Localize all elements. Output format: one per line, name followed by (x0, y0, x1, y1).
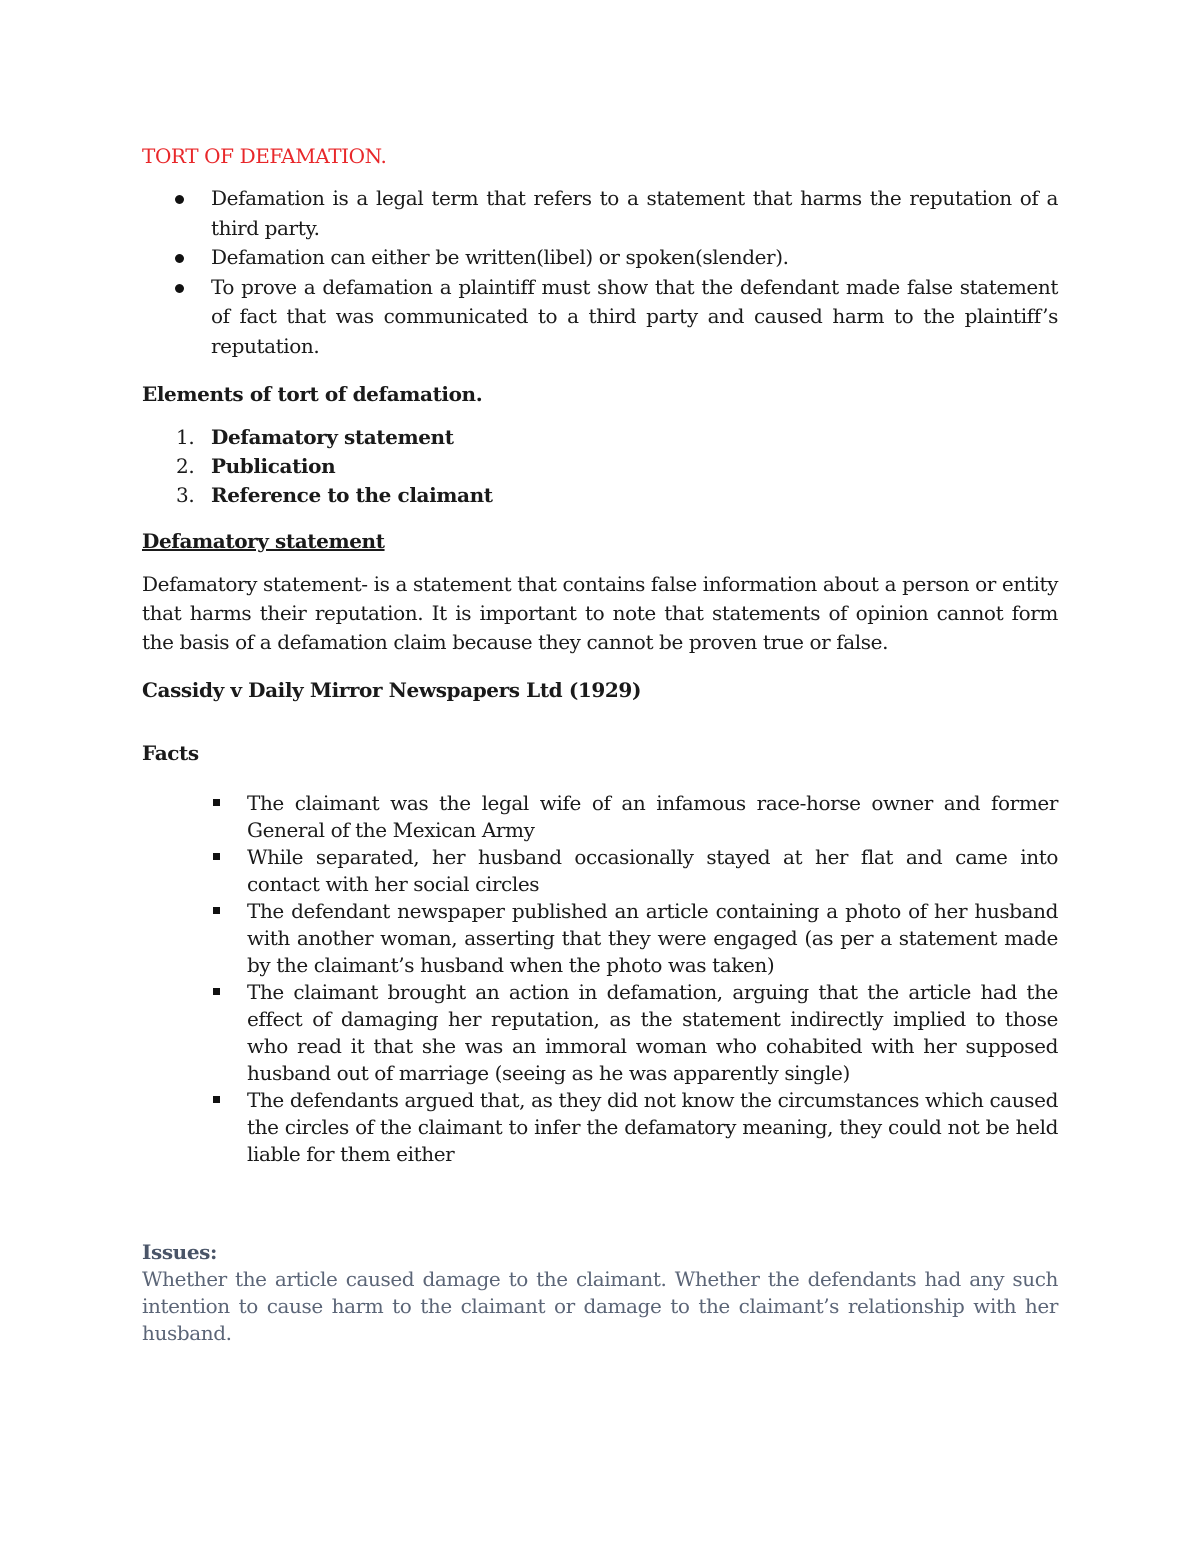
list-item-text: The claimant brought an action in defamation, arguing that the article had the effect of damaging her reputation, as the statement indirectly implied to those who read it that she was an immoral woman who cohabited with her supposed husband out of marriage (seeing as he was apparently single) (247, 980, 1058, 1085)
list-item (142, 452, 1058, 481)
list-item (142, 184, 1058, 243)
facts-list (142, 790, 1058, 1168)
list-item (142, 1087, 1058, 1168)
list-item-text: The claimant was the legal wife of an infamous race-horse owner and former General of the Mexican Army (247, 791, 1058, 842)
bullet-dot-icon (175, 254, 184, 263)
list-item-text: Defamation can either be written(libel) or spoken(slender). (211, 245, 789, 269)
issues-heading: Issues: (142, 1240, 217, 1264)
list-number: 1. (176, 425, 195, 449)
list-item-text: Defamatory statement (211, 425, 454, 449)
section-heading: Defamatory statement (142, 529, 385, 553)
list-item (142, 844, 1058, 898)
list-item-text: To prove a defamation a plaintiff must show that the defendant made false statement of fact that was communicated to a third party and caused harm to the plaintiff’s reputation. (211, 274, 1058, 358)
bullet-square-icon (213, 799, 220, 806)
list-item (142, 273, 1058, 362)
facts-heading: Facts (142, 741, 199, 765)
bullet-square-icon (213, 907, 220, 914)
section-paragraph: Defamatory statement- is a statement that contains false information about a person or entity that harms their reputation. It is important to note that statements of opinion cannot form the basis of a defamation claim because they cannot be proven true or false. (142, 572, 1058, 654)
list-item (142, 481, 1058, 510)
list-number: 3. (176, 483, 195, 507)
list-item-text: The defendants argued that, as they did not know the circumstances which caused the circles of the claimant to infer the defamatory meaning, they could not be held liable for them either (247, 1088, 1058, 1166)
bullet-dot-icon (175, 195, 184, 204)
list-item-text: Publication (211, 454, 336, 478)
bullet-square-icon (213, 988, 220, 995)
list-item (142, 790, 1058, 844)
list-number: 2. (176, 454, 195, 478)
list-item-text: Defamation is a legal term that refers to a statement that harms the reputation of a third party. (211, 186, 1058, 240)
case-title: Cassidy v Daily Mirror Newspapers Ltd (1929) (142, 678, 642, 702)
bullet-dot-icon (175, 284, 184, 293)
list-item (142, 979, 1058, 1087)
list-item-text: While separated, her husband occasionally stayed at her flat and came into contact with her social circles (247, 845, 1058, 896)
document-page (142, 142, 1058, 1347)
list-item (142, 243, 1058, 273)
list-item (142, 898, 1058, 979)
intro-bullet-list (142, 184, 1058, 361)
list-item-text: Reference to the claimant (211, 483, 493, 507)
bullet-square-icon (213, 1096, 220, 1103)
issues-paragraph: Whether the article caused damage to the claimant. Whether the defendants had any such intention to cause harm to the claimant or damage to the claimant’s relationship with her husband. (142, 1267, 1058, 1345)
elements-list (142, 423, 1058, 510)
elements-heading: Elements of tort of defamation. (142, 382, 483, 406)
list-item (142, 423, 1058, 452)
list-item-text: The defendant newspaper published an article containing a photo of her husband with another woman, asserting that they were engaged (as per a statement made by the claimant’s husband when the photo was taken) (247, 899, 1058, 977)
bullet-square-icon (213, 853, 220, 860)
document-title: TORT OF DEFAMATION. (142, 144, 387, 168)
